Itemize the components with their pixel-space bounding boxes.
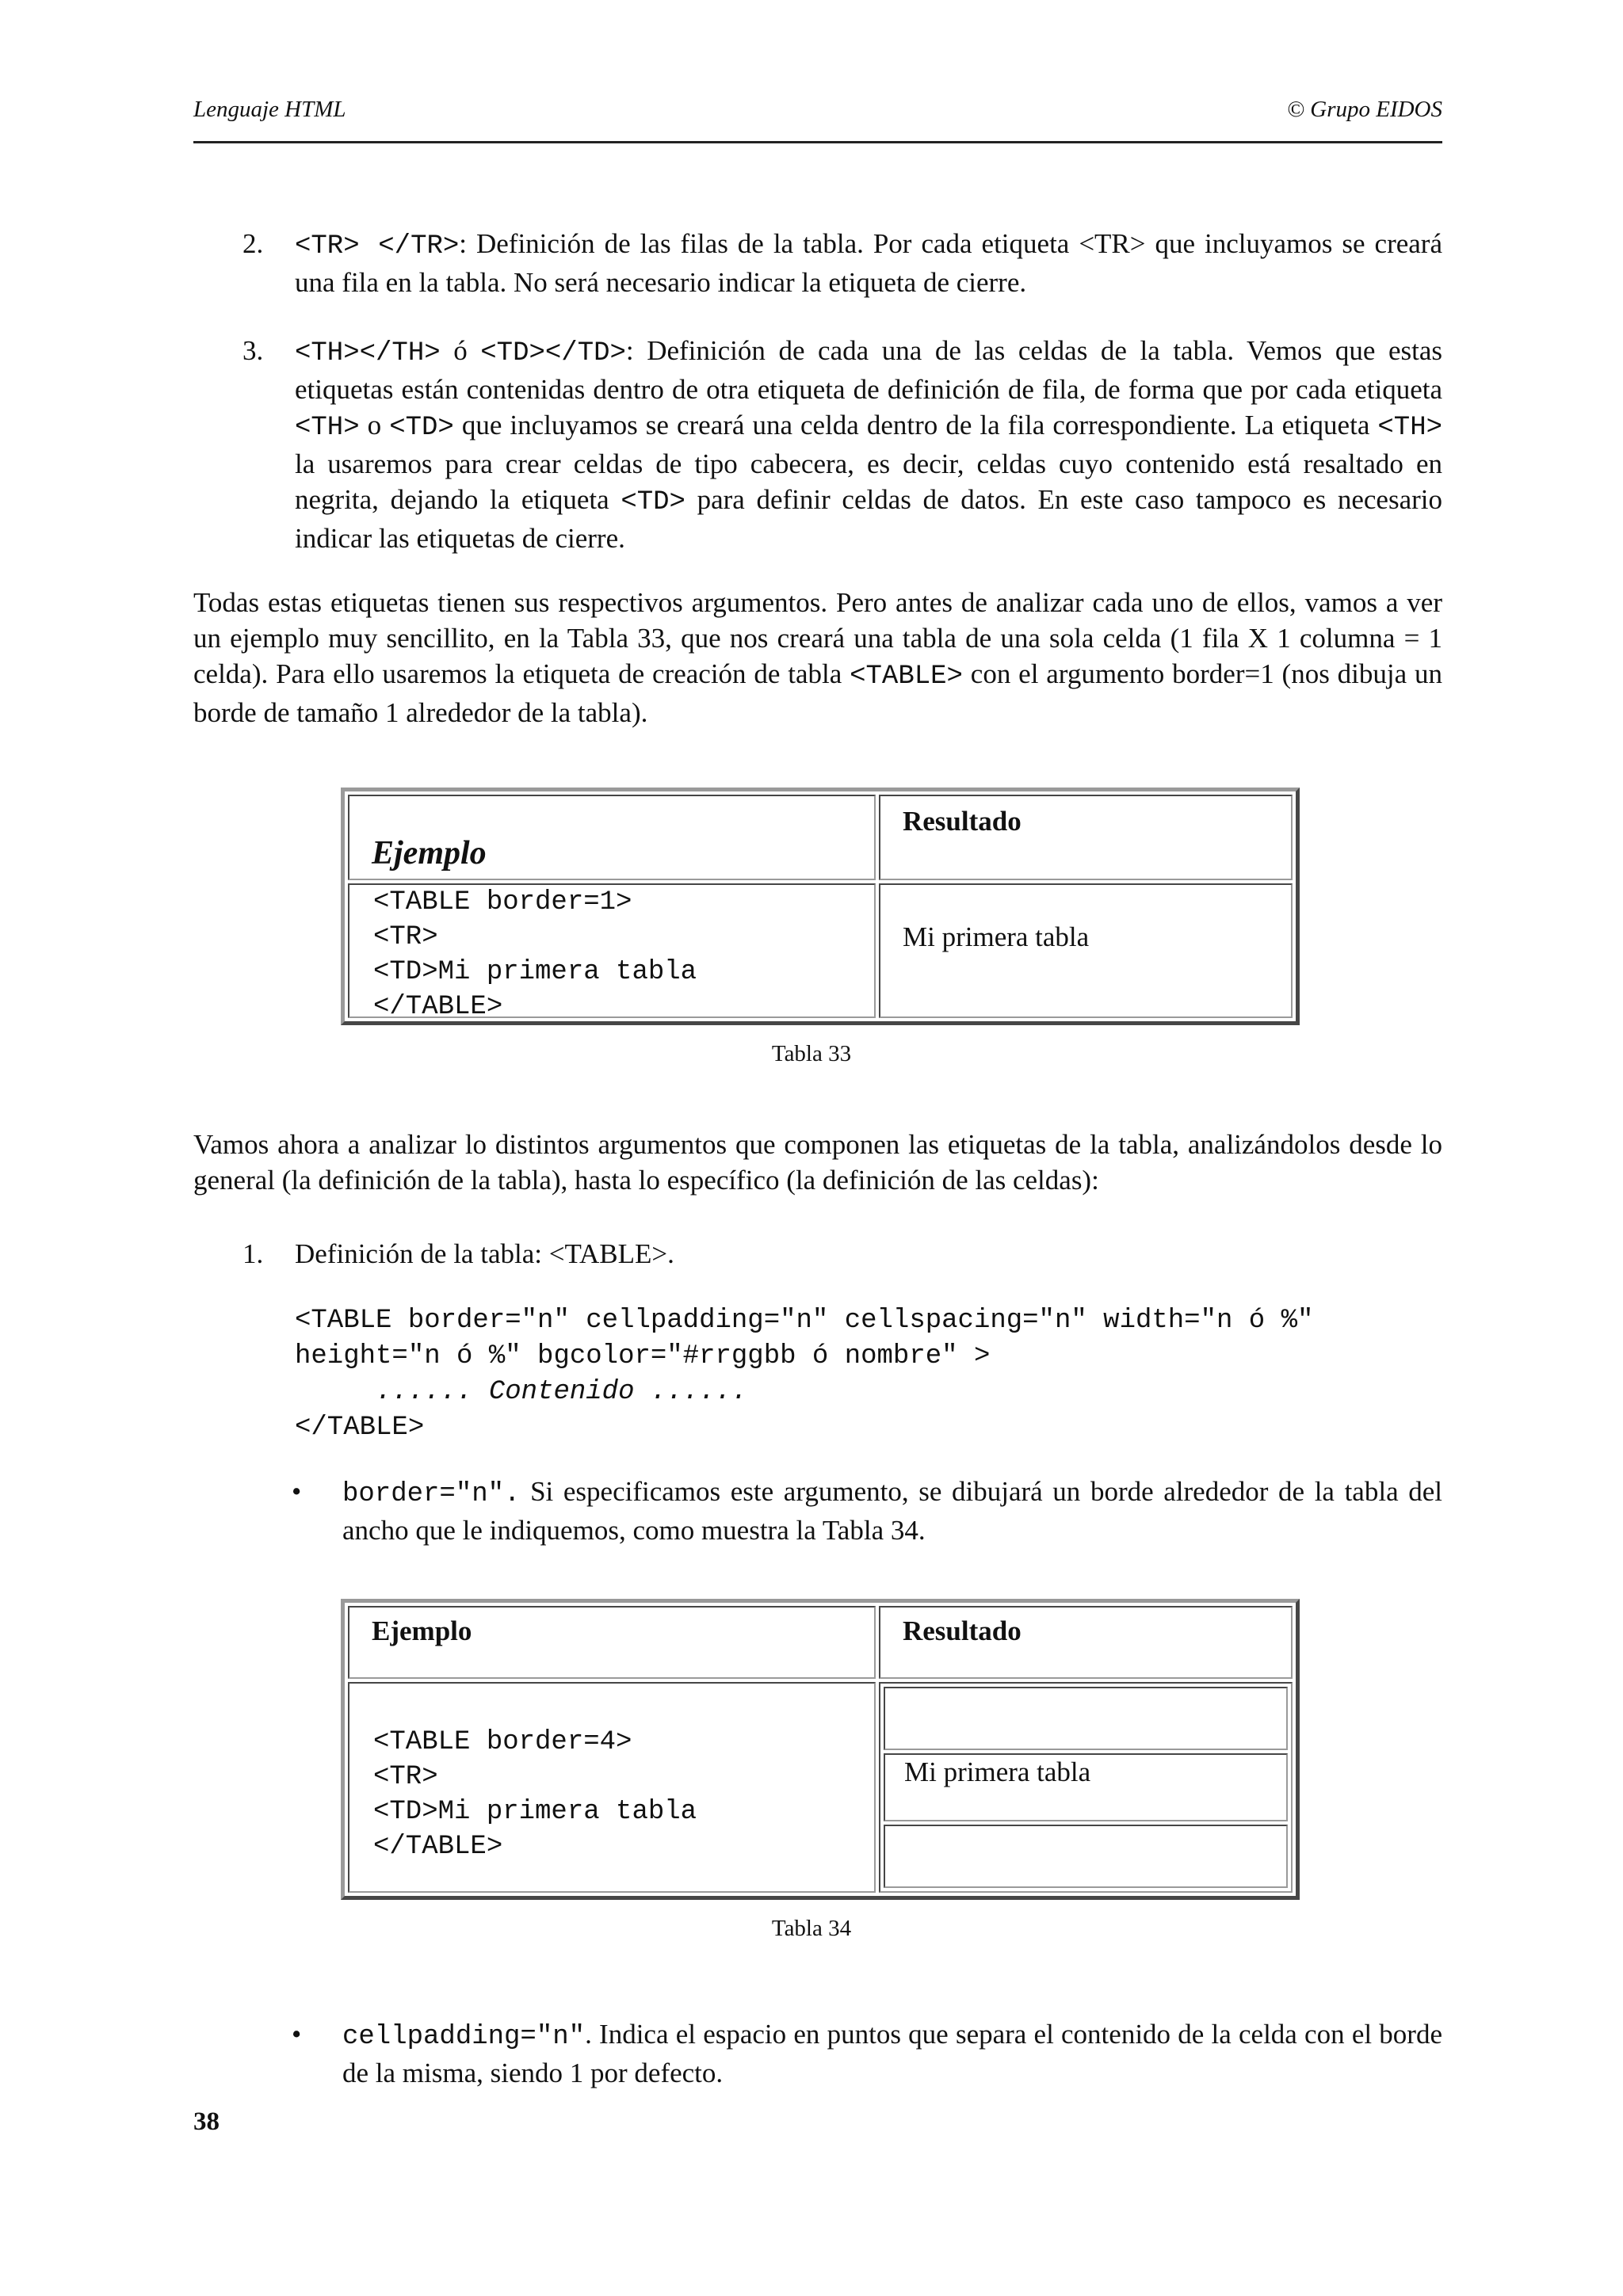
list-number: 3. [242,335,264,366]
inline-code: <TABLE> [850,662,963,692]
table-cell-result [879,883,1293,1018]
list-item-3 [242,333,1442,556]
list-item-text: : Definición de cada una de las celdas de la tabla. Vemos que estas etiquetas están contenidas dentro de otra etiqueta de definición de fila, de forma que por cada etiqueta [295,335,1442,405]
nested-border-outer-bottom [884,1825,1288,1888]
syntax-line: height="n ó %" bgcolor="#rrggbb ó nombre" > [295,1341,991,1371]
bullet-icon: • [292,1476,302,1507]
list-item-text: la usaremos para crear celdas de tipo cabecera, es decir, celdas cuyo contenido está resaltado en negrita, dejando la etiqueta [295,448,1442,515]
list-item-text: : Definición de las filas de la tabla. Por cada etiqueta <TR> que incluyamos se creará una fila en la tabla. No será necesario indicar la etiqueta de cierre. [295,228,1442,298]
paragraph-text: con el argumento border=1 (nos dibuja un borde de tamaño 1 alrededor de la tabla). [193,658,1442,728]
table-caption: Tabla 34 [771,1916,852,1941]
inline-code: <TD></TD> [480,338,626,368]
table-header-cell [879,795,1293,880]
bullet-text: . Indica el espacio en puntos que separa el contenido de la celda con el borde de la misma, siendo 1 por defecto. [342,2019,1442,2088]
list-item-2 [242,226,1442,300]
column-header-ejemplo: Ejemplo [372,835,487,871]
example-table-34 [341,1599,1300,1900]
inline-code: <TH> [295,413,360,443]
list-item-text: ó [440,335,481,366]
example-code: <TABLE border=1> <TR> <TD>Mi primera tabla </TABLE> [373,887,697,1022]
syntax-line: </TABLE> [295,1413,425,1443]
header-title: Lenguaje HTML [193,97,346,122]
list-item-body [295,226,1442,300]
bullet-item-border [292,1474,1442,1548]
list-item-text: que incluyamos se creará una celda dentro de la fila correspondiente. La etiqueta [453,410,1378,441]
list-item-text: o [359,410,390,441]
table-cell-code [348,1682,876,1893]
bullet-body [342,1474,1442,1548]
table-caption: Tabla 33 [771,1041,852,1066]
header-publisher: © Grupo EIDOS [1286,97,1442,122]
bullet-icon: • [292,2019,302,2050]
inline-code: <TR> </TR> [295,231,460,261]
bullet-body [342,2016,1442,2091]
nested-border-outer-top [884,1687,1288,1750]
inline-code: <TH></TH> [295,338,441,368]
list-number: 2. [242,228,264,259]
example-table-33 [341,788,1300,1025]
result-text: Mi primera tabla [903,921,1090,952]
list-item-text: para definir celdas de datos. En este caso tampoco es necesario indicar las etiquetas de cierre. [295,484,1442,554]
result-text: Mi primera tabla [904,1756,1091,1787]
paragraph-intro [193,585,1442,730]
example-code: <TABLE border=4> <TR> <TD>Mi primera tabla </TABLE> [373,1727,697,1862]
inline-code: <TD> [389,413,454,443]
table-header-cell [879,1606,1293,1679]
page-number: 38 [193,2107,220,2136]
inline-code: border="n". [342,1479,521,1509]
table-cell-result [879,1682,1293,1893]
syntax-line: ...... Contenido ...... [295,1377,748,1407]
table-header-cell [348,795,876,880]
bullet-text: Si especificamos este argumento, se dibujará un borde alrededor de la tabla del ancho que le indiquemos, como muestra la Tabla 34. [342,1476,1442,1546]
inline-code: <TD> [621,487,685,517]
inline-code: cellpadding="n" [342,2022,586,2052]
nested-result-cell [884,1753,1288,1821]
syntax-line: <TABLE border="n" cellpadding="n" cellspacing="n" width="n ó %" [295,1306,1314,1336]
running-header [193,93,1442,143]
table-header-cell [348,1606,876,1679]
column-header-resultado: Resultado [903,806,1022,837]
list-number: 1. [242,1238,264,1269]
paragraph-arguments: Vamos ahora a analizar lo distintos argumentos que componen las etiquetas de la tabla, analizándolos desde lo general (la definición de la tabla), hasta lo específico (la definición de las celdas): [193,1129,1442,1196]
table-cell-code [348,883,876,1022]
paragraph-text: Todas estas etiquetas tienen sus respectivos argumentos. Pero antes de analizar cada uno de ellos, vamos a ver un ejemplo muy sencillito, en la Tabla 33, que nos creará una tabla de una sola celda (1 fila X 1 columna = 1 celda). Para ello usaremos la etiqueta de creación de tabla [193,587,1442,689]
column-header-resultado: Resultado [903,1615,1022,1646]
inline-code: <TH> [1377,413,1443,443]
column-header-ejemplo: Ejemplo [372,1615,472,1646]
bullet-item-cellpadding [292,2016,1442,2091]
list-item-1 [242,1236,1442,1272]
list-item-text: Definición de la tabla: <TABLE>. [295,1238,674,1269]
list-item-body [295,333,1442,556]
